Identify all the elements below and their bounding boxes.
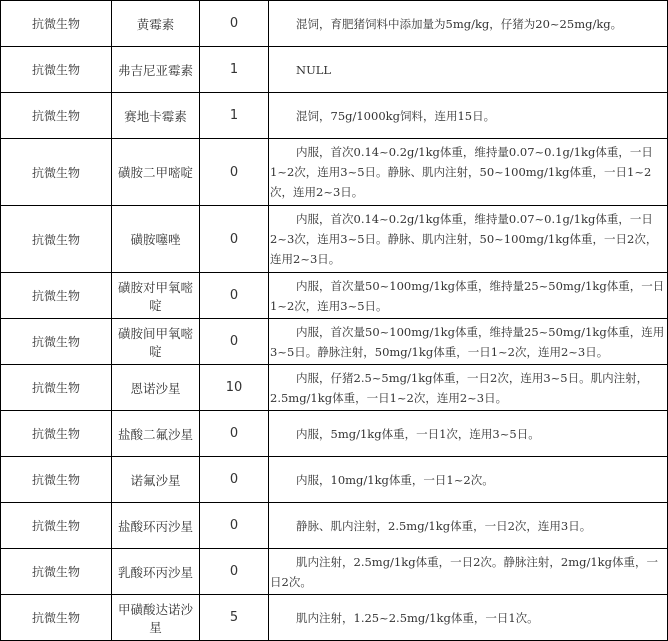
drug-name-cell: 乳酸环丙沙星 [112, 549, 200, 595]
category-cell: 抗微生物 [1, 457, 112, 503]
category-cell: 抗微生物 [1, 1, 112, 47]
usage-text: 混饲，育肥猪饲料中添加量为5mg/kg，仔猪为20~25mg/kg。 [296, 16, 623, 31]
drug-name-cell: 甲磺酸达诺沙星 [112, 595, 200, 641]
usage-cell [269, 365, 668, 411]
usage-cell [269, 549, 668, 595]
drug-name-cell: 磺胺噻唑 [112, 206, 200, 273]
usage-text: 肌内注射，1.25~2.5mg/1kg体重，一日1次。 [296, 610, 539, 625]
drug-name-cell: 盐酸二氟沙星 [112, 411, 200, 457]
table-row [1, 273, 668, 319]
usage-text: NULL [296, 62, 332, 77]
table-row [1, 1, 668, 47]
value-cell: 0 [200, 1, 269, 47]
usage-cell [269, 319, 668, 365]
category-cell: 抗微生物 [1, 206, 112, 273]
drug-name-cell: 磺胺二甲嘧啶 [112, 139, 200, 206]
usage-cell [269, 206, 668, 273]
usage-text: 内服，10mg/1kg体重，一日1~2次。 [296, 472, 494, 487]
value-cell: 0 [200, 273, 269, 319]
drug-name-cell: 弗吉尼亚霉素 [112, 47, 200, 93]
category-cell: 抗微生物 [1, 365, 112, 411]
value-cell: 0 [200, 503, 269, 549]
usage-text: 内服，首次0.14~0.2g/1kg体重，维持量0.07~0.1g/1kg体重，一日2~3次，连用3~5日。静脉、肌内注射，50~100mg/1kg体重，一日2次，连用2~3日。 [270, 212, 658, 266]
value-cell: 1 [200, 47, 269, 93]
category-cell: 抗微生物 [1, 503, 112, 549]
table-row [1, 319, 668, 365]
table-row [1, 206, 668, 273]
usage-text: 内服，首次量50~100mg/1kg体重，维持量25~50mg/1kg体重，一日1~2次，连用3~5日。 [270, 278, 665, 313]
value-cell: 0 [200, 206, 269, 273]
value-cell: 0 [200, 139, 269, 206]
usage-cell [269, 595, 668, 641]
drug-name-cell: 磺胺对甲氧嘧啶 [112, 273, 200, 319]
usage-cell [269, 503, 668, 549]
usage-text: 混饲，75g/1000kg饲料，连用15日。 [296, 108, 496, 123]
category-cell: 抗微生物 [1, 549, 112, 595]
usage-text: 静脉、肌内注射，2.5mg/1kg体重，一日2次，连用3日。 [296, 518, 592, 533]
drug-name-cell: 赛地卡霉素 [112, 93, 200, 139]
table-row [1, 47, 668, 93]
usage-cell [269, 1, 668, 47]
category-cell: 抗微生物 [1, 595, 112, 641]
usage-cell [269, 273, 668, 319]
table-row [1, 93, 668, 139]
usage-cell [269, 139, 668, 206]
value-cell: 10 [200, 365, 269, 411]
usage-cell [269, 47, 668, 93]
usage-text: 内服，5mg/1kg体重，一日1次，连用3~5日。 [296, 426, 540, 441]
table-row [1, 457, 668, 503]
table-row [1, 503, 668, 549]
usage-cell [269, 411, 668, 457]
category-cell: 抗微生物 [1, 411, 112, 457]
usage-text: 肌内注射，2.5mg/1kg体重，一日2次。静脉注射，2mg/1kg体重，一日2次。 [270, 554, 658, 589]
drug-name-cell: 黄霉素 [112, 1, 200, 47]
drug-name-cell: 诺氟沙星 [112, 457, 200, 503]
category-cell: 抗微生物 [1, 47, 112, 93]
value-cell: 1 [200, 93, 269, 139]
category-cell: 抗微生物 [1, 93, 112, 139]
value-cell: 0 [200, 411, 269, 457]
table-row [1, 139, 668, 206]
table-row [1, 411, 668, 457]
table-row [1, 549, 668, 595]
table-row [1, 595, 668, 641]
usage-cell [269, 93, 668, 139]
category-cell: 抗微生物 [1, 273, 112, 319]
usage-text: 内服，首次量50~100mg/1kg体重，维持量25~50mg/1kg体重，连用3~5日。静脉注射，50mg/1kg体重，一日1~2次，连用2~3日。 [270, 324, 665, 359]
value-cell: 0 [200, 457, 269, 503]
table-row [1, 365, 668, 411]
usage-text: 内服，首次0.14~0.2g/1kg体重，维持量0.07~0.1g/1kg体重，一日1~2次，连用3~5日。静脉、肌内注射，50~100mg/1kg体重，一日1~2次，连用2~3日。 [270, 145, 653, 199]
drug-name-cell: 恩诺沙星 [112, 365, 200, 411]
value-cell: 0 [200, 319, 269, 365]
drug-name-cell: 盐酸环丙沙星 [112, 503, 200, 549]
drug-name-cell: 磺胺间甲氧嘧啶 [112, 319, 200, 365]
category-cell: 抗微生物 [1, 139, 112, 206]
usage-cell [269, 457, 668, 503]
category-cell: 抗微生物 [1, 319, 112, 365]
usage-text: 内服，仔猪2.5~5mg/1kg体重，一日2次，连用3~5日。肌内注射，2.5mg/1kg体重，一日1~2次，连用2~3日。 [270, 370, 649, 405]
value-cell: 0 [200, 549, 269, 595]
value-cell: 5 [200, 595, 269, 641]
